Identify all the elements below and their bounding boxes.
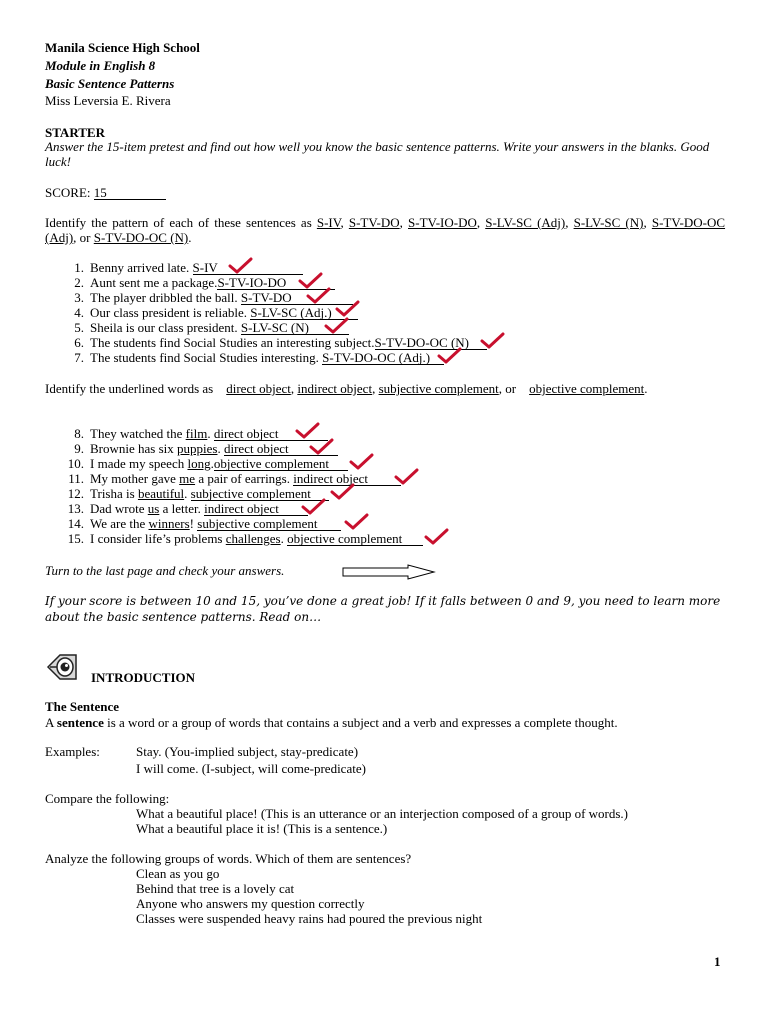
item-sentence: Benny arrived late. <box>90 260 190 275</box>
underlined-word: puppies <box>177 441 218 456</box>
answer-text: S-TV-DO-OC (N) <box>374 335 470 350</box>
underlined-word: long <box>187 456 211 471</box>
list-item <box>45 290 487 305</box>
item-sentence: Aunt sent me a package. <box>90 275 218 290</box>
check-mark-icon <box>329 483 355 501</box>
answer-blank <box>193 261 303 275</box>
compare-item: What a beautiful place it is! (This is a sentence.) <box>136 821 388 836</box>
topic-title: Basic Sentence Patterns <box>45 76 175 91</box>
check-mark-icon <box>479 332 505 350</box>
definition-text: is a word or a group of words that contains a subject and a verb and expresses a complete thought. <box>103 715 618 730</box>
answer-blank <box>214 457 348 471</box>
starter-heading: STARTER <box>45 125 105 140</box>
examples-label: Examples: <box>45 744 100 759</box>
answer-text: S-LV-SC (Adj.) <box>250 305 332 320</box>
item-text: . <box>217 441 221 456</box>
item-number: 10. <box>67 456 84 471</box>
answer-text: indirect object <box>204 501 279 516</box>
list-item <box>45 471 423 486</box>
page-number: 1 <box>714 954 721 969</box>
part1-intro-text: Identify the pattern of each of these sentences as <box>45 215 312 230</box>
score-line <box>45 185 166 201</box>
example-item: I will come. (I-subject, will come-predicate) <box>136 761 366 776</box>
item-number: 5. <box>74 320 84 335</box>
underlined-word: winners <box>148 516 190 531</box>
check-mark-icon <box>308 438 334 456</box>
definition-term: sentence <box>56 715 104 730</box>
score-note: If your score is between 10 and 15, you’ve done a great job! If it falls between 0 and 9, you need to learn more about the basic sentence patterns. Read on… <box>45 594 721 624</box>
answer-text: subjective complement <box>190 486 311 501</box>
analyze-item: Behind that tree is a lovely cat <box>136 881 295 896</box>
school-name: Manila Science High School <box>45 40 200 55</box>
item-number: 9. <box>74 441 84 456</box>
option-label: subjective complement <box>378 381 499 396</box>
answer-text: indirect object <box>293 471 368 486</box>
item-text: . <box>210 456 214 471</box>
pattern-label: S-IV <box>316 215 341 230</box>
item-number: 7. <box>74 350 84 365</box>
check-mark-icon <box>305 287 331 305</box>
answer-text: direct object <box>213 426 279 441</box>
underlined-word: challenges <box>225 531 281 546</box>
item-sentence: The students find Social Studies interesting. <box>90 350 319 365</box>
item-sentence: The students find Social Studies an interesting subject. <box>90 335 375 350</box>
answer-blank <box>197 517 341 531</box>
score-value: 15 <box>94 186 166 200</box>
score-label: SCORE: <box>45 185 91 200</box>
item-number: 15. <box>67 531 84 546</box>
pattern-label: S-TV-DO <box>348 215 400 230</box>
item-sentence: Our class president is reliable. <box>90 305 248 320</box>
pattern-label: S-TV-IO-DO <box>408 215 477 230</box>
item-text: . <box>280 531 284 546</box>
answer-text: subjective complement <box>197 516 318 531</box>
list-item <box>45 260 487 275</box>
part1-instructions: Identify the pattern of each of these sentences as S-IV, S-TV-DO, S-TV-IO-DO, S-LV-SC (Adj), S-LV-SC (N), S-TV-DO-OC (Adj), or S-TV-DO-OC (N). <box>45 215 726 245</box>
list-item <box>45 456 423 471</box>
pattern-label: S-TV-DO-OC (N) <box>93 230 189 245</box>
item-text: I made my speech <box>90 456 188 471</box>
answer-blank <box>375 336 487 350</box>
pattern-label: S-TV-DO-OC (Adj) <box>45 215 726 245</box>
item-sentence: The player dribbled the ball. <box>90 290 238 305</box>
item-number: 8. <box>74 426 84 441</box>
part2-item-list <box>45 426 423 546</box>
answer-text: S-LV-SC (N) <box>240 320 309 335</box>
or-word: or <box>505 381 517 396</box>
underlined-word: us <box>147 501 160 516</box>
list-item <box>45 516 423 531</box>
item-number: 3. <box>74 290 84 305</box>
list-item <box>45 350 487 365</box>
list-item <box>45 426 423 441</box>
pattern-label: S-LV-SC (Adj) <box>485 215 566 230</box>
check-mark-icon <box>436 347 462 365</box>
item-text: a letter. <box>159 501 201 516</box>
or-word: or <box>79 230 91 245</box>
answer-blank <box>204 502 308 516</box>
check-mark-icon <box>334 300 360 318</box>
turn-note: Turn to the last page and check your answers. <box>45 563 285 578</box>
answer-text: objective complement <box>287 531 403 546</box>
check-mark-icon <box>300 498 326 516</box>
compare-item: What a beautiful place! (This is an utterance or an interjection composed of a group of words.) <box>136 806 629 821</box>
item-text: My mother gave <box>90 471 180 486</box>
item-text: ! <box>189 516 195 531</box>
check-mark-icon <box>348 453 374 471</box>
right-arrow-icon <box>342 564 436 580</box>
module-title: Module in English 8 <box>45 58 156 73</box>
check-mark-icon <box>393 468 419 486</box>
underlined-word: me <box>179 471 196 486</box>
list-item <box>45 486 423 501</box>
answer-blank <box>241 321 349 335</box>
sentence-definition <box>45 715 618 731</box>
answer-blank <box>322 351 444 365</box>
item-number: 4. <box>74 305 84 320</box>
analyze-item: Classes were suspended heavy rains had poured the previous night <box>136 911 483 926</box>
option-label: indirect object <box>297 381 373 396</box>
answer-blank <box>287 532 423 546</box>
introduction-heading: INTRODUCTION <box>91 670 196 685</box>
pattern-label: S-LV-SC (N) <box>573 215 644 230</box>
item-text: Trisha is <box>90 486 138 501</box>
option-label: direct object <box>226 381 291 396</box>
answer-blank <box>224 442 338 456</box>
item-text: We are the <box>90 516 149 531</box>
list-item <box>45 275 487 290</box>
analyze-item: Clean as you go <box>136 866 220 881</box>
starter-instructions: Answer the 15-item pretest and find out how well you know the basic sentence patterns. Write your answers in the blanks. Good luck! <box>45 139 710 169</box>
list-item <box>45 305 487 320</box>
underlined-word: film <box>185 426 208 441</box>
part2-instructions: Identify the underlined words as direct object, indirect object, subjective complement, or objective complement. <box>45 381 648 396</box>
check-mark-icon <box>227 257 253 275</box>
example-item: Stay. (You-implied subject, stay-predicate) <box>136 744 359 759</box>
check-mark-icon <box>343 513 369 531</box>
definition-prefix: A <box>45 715 57 730</box>
eye-icon <box>46 652 80 682</box>
item-sentence: Sheila is our class president. <box>90 320 238 335</box>
list-item <box>45 531 423 546</box>
item-text: . <box>184 486 188 501</box>
list-item <box>45 335 487 350</box>
option-label: objective complement <box>529 381 645 396</box>
answer-text: S-TV-DO-OC (Adj.) <box>322 350 431 365</box>
answer-text: S-IV <box>192 260 218 275</box>
answer-text: direct object <box>223 441 289 456</box>
teacher-name: Miss Leversia E. Rivera <box>45 93 171 108</box>
answer-text: S-TV-IO-DO <box>217 275 287 290</box>
analyze-label: Analyze the following groups of words. Which of them are sentences? <box>45 851 412 866</box>
item-text: I consider life’s problems <box>90 531 226 546</box>
check-mark-icon <box>323 317 349 335</box>
item-text: a pair of earrings. <box>195 471 290 486</box>
underlined-word: beautiful <box>137 486 185 501</box>
item-number: 11. <box>68 471 84 486</box>
item-number: 2. <box>74 275 84 290</box>
check-mark-icon <box>423 528 449 546</box>
item-text: Dad wrote <box>90 501 148 516</box>
item-number: 6. <box>74 335 84 350</box>
list-item <box>45 320 487 335</box>
answer-text: S-TV-DO <box>240 290 292 305</box>
item-number: 12. <box>67 486 84 501</box>
item-text: . <box>207 426 211 441</box>
subheading-the-sentence: The Sentence <box>45 699 120 714</box>
part2-intro-text: Identify the underlined words as <box>45 381 214 396</box>
item-number: 14. <box>67 516 84 531</box>
item-number: 13. <box>67 501 84 516</box>
compare-label: Compare the following: <box>45 791 170 806</box>
part1-item-list <box>45 260 487 365</box>
answer-text: objective complement <box>213 456 329 471</box>
item-text: They watched the <box>90 426 186 441</box>
item-number: 1. <box>74 260 84 275</box>
item-text: Brownie has six <box>90 441 178 456</box>
analyze-item: Anyone who answers my question correctly <box>136 896 365 911</box>
